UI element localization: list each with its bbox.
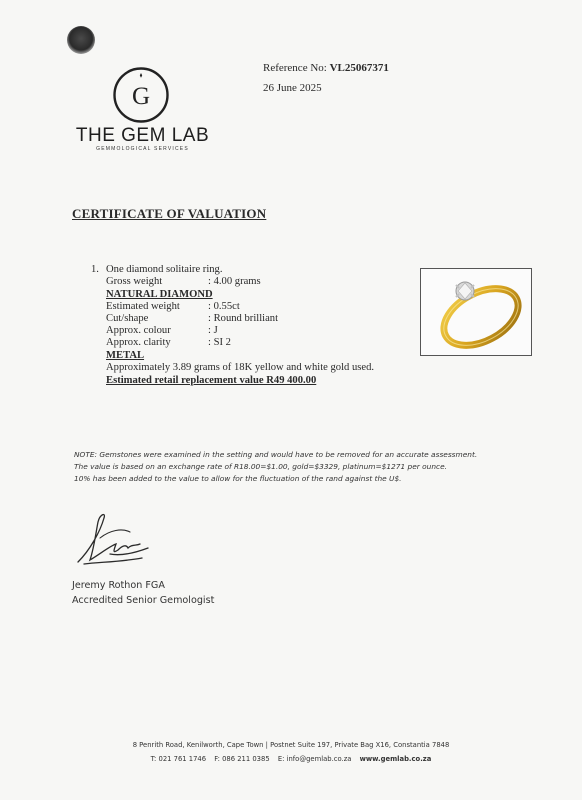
binder-hole <box>67 26 95 54</box>
logo-letter: G <box>131 83 151 110</box>
certificate-date: 26 June 2025 <box>263 82 322 94</box>
diamond-icon <box>456 282 474 300</box>
spec-row: Approx. colour : J <box>106 325 218 336</box>
spec-row: Cut/shape : Round brilliant <box>106 313 279 324</box>
replacement-value: Estimated retail replacement value R49 400.00 <box>106 375 317 386</box>
metal-heading: METAL <box>106 350 145 361</box>
spec-row: Approx. clarity : SI 2 <box>106 337 231 348</box>
page-title: CERTIFICATE OF VALUATION <box>72 206 267 221</box>
footer-contacts <box>0 755 582 763</box>
footer-website[interactable]: www.gemlab.co.za <box>359 755 432 763</box>
signatory-name: Jeremy Rothon FGA <box>72 580 165 591</box>
footer-email[interactable]: E: info@gemlab.co.za <box>277 755 352 763</box>
brand-name: THE GEM LAB <box>75 125 210 146</box>
spec-row: Estimated weight : 0.55ct <box>106 301 240 312</box>
valuation-note: NOTE: Gemstones were examined in the setting and would have to be removed for an accurate assessment. The value is based on an exchange rate of R18.00=$1.00, gold=$3329, platinum=$1271 per ounce. 10% has been added to the value to allow for the fluctuation of the rand against the U$. <box>74 450 478 483</box>
gross-weight-row: Gross weight : 4.00 grams <box>106 276 261 287</box>
brand-subtitle: GEMMOLOGICAL SERVICES <box>96 146 189 152</box>
footer-fax: F: 086 211 0385 <box>214 755 270 763</box>
footer-address: 8 Penrith Road, Kenilworth, Cape Town | Postnet Suite 197, Private Bag X16, Constantia 7848 <box>132 741 450 749</box>
signatory-role: Accredited Senior Gemologist <box>72 595 215 606</box>
signature <box>70 510 160 570</box>
ring-photo <box>420 268 532 356</box>
gem-lab-logo-icon <box>112 66 170 124</box>
reference-number: Reference No: VL25067371 <box>263 62 389 74</box>
diamond-heading: NATURAL DIAMOND <box>106 289 213 300</box>
footer-tel: T: 021 761 1746 <box>150 755 207 763</box>
item-number: 1. <box>91 264 99 275</box>
item-description: One diamond solitaire ring. <box>106 264 223 275</box>
metal-description: Approximately 3.89 grams of 18K yellow and white gold used. <box>106 362 375 373</box>
